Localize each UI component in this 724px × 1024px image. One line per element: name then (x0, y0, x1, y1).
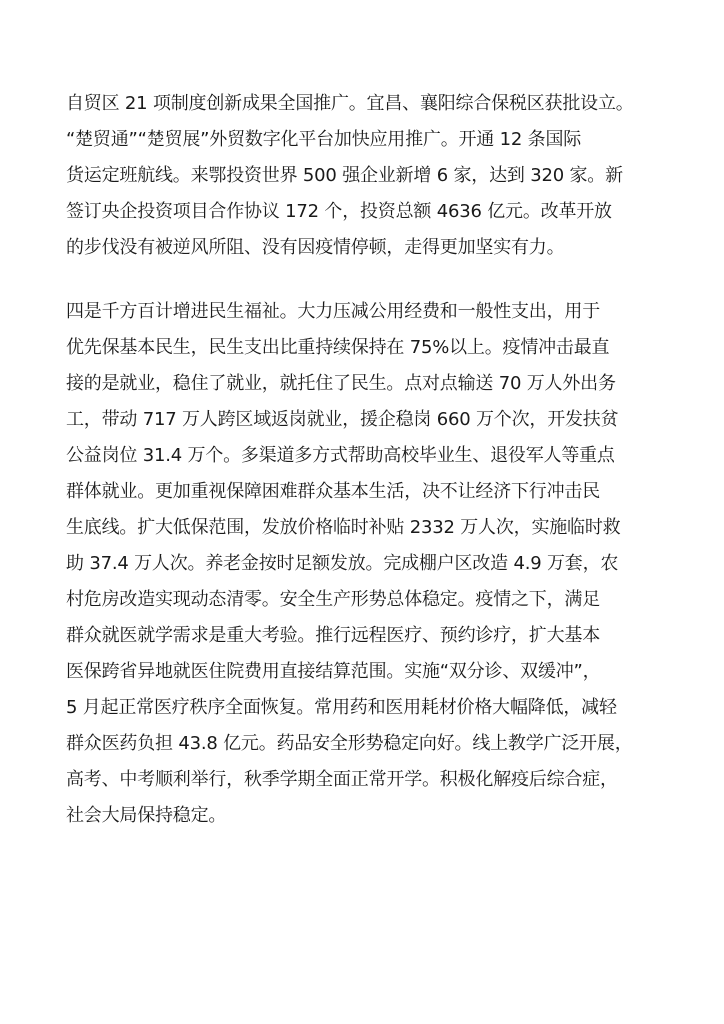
text-line: 货运定班航线。来鄂投资世界 500 强企业新增 6 家，达到 320 家。新 (66, 165, 623, 186)
text-line: 优先保基本民生，民生支出比重持续保持在 75%以上。疫情冲击最直 (66, 337, 610, 358)
text-line: 医保跨省异地就医住院费用直接结算范围。实施“双分诊、双缓冲”， (66, 661, 601, 682)
text-line: 公益岗位 31.4 万个。多渠道多方式帮助高校毕业生、退役军人等重点 (66, 445, 615, 466)
text-line: 四是千方百计增进民生福祉。大力压减公用经费和一般性支出，用于 (66, 301, 600, 322)
text-line: 自贸区 21 项制度创新成果全国推广。宜昌、襄阳综合保税区获批设立。 (66, 93, 634, 114)
paragraph-reform-opening (66, 86, 666, 266)
text-line: 群众就医就学需求是重大考验。推行远程医疗、预约诊疗，扩大基本 (66, 625, 600, 646)
text-line: 工，带动 717 万人跨区域返岗就业，援企稳岗 660 万个次，开发扶贫 (66, 409, 619, 430)
paragraph-livelihood (66, 294, 666, 834)
text-line: 生底线。扩大低保范围，发放价格临时补贴 2332 万人次，实施临时救 (66, 517, 621, 538)
text-line: 签订央企投资项目合作协议 172 个，投资总额 4636 亿元。改革开放 (66, 201, 612, 222)
text-line: 的步伐没有被逆风所阻、没有因疫情停顿，走得更加坚实有力。 (66, 237, 565, 258)
text-line: 高考、中考顺利举行，秋季学期全面正常开学。积极化解疫后综合症， (66, 769, 618, 790)
text-line: “楚贸通”“楚贸展”外贸数字化平台加快应用推广。开通 12 条国际 (66, 129, 582, 150)
text-line: 社会大局保持稳定。 (66, 805, 227, 826)
text-line: 群体就业。更加重视保障困难群众基本生活，决不让经济下行冲击民 (66, 481, 600, 502)
text-line: 群众医药负担 43.8 亿元。药品安全形势稳定向好。线上教学广泛开展， (66, 733, 633, 754)
text-line: 助 37.4 万人次。养老金按时足额发放。完成棚户区改造 4.9 万套，农 (66, 553, 619, 574)
text-line: 接的是就业，稳住了就业，就托住了民生。点对点输送 70 万人外出务 (66, 373, 616, 394)
text-line: 5 月起正常医疗秩序全面恢复。常用药和医用耗材价格大幅降低，减轻 (66, 697, 617, 718)
text-line: 村危房改造实现动态清零。安全生产形势总体稳定。疫情之下，满足 (66, 589, 600, 610)
